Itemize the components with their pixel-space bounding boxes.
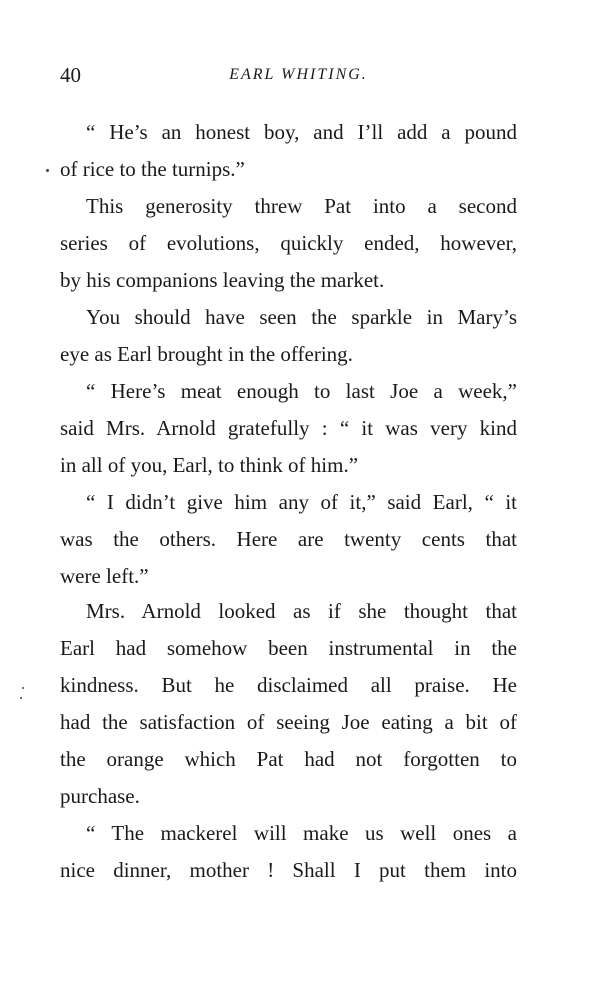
text-line: This generosity threw Pat into a second (86, 194, 517, 218)
text-line: series of evolutions, quickly ended, however, (60, 231, 517, 255)
text-line: was the others. Here are twenty cents that (60, 527, 517, 551)
text-line: “ The mackerel will make us well ones a (86, 821, 517, 845)
running-title: EARL WHITING. (229, 66, 368, 83)
text-line: of rice to the turnips.” (60, 157, 245, 181)
text-line: kindness. But he disclaimed all praise. He (60, 673, 517, 697)
text-line: nice dinner, mother ! Shall I put them into (60, 858, 517, 882)
text-line: eye as Earl brought in the offering. (60, 342, 353, 366)
text-line: purchase. (60, 784, 140, 808)
text-line: were left.” (60, 564, 149, 588)
text-line: the orange which Pat had not forgotten to (60, 747, 517, 771)
text-line: “ Here’s meat enough to last Joe a week,” (86, 379, 517, 403)
ink-speck (22, 687, 24, 689)
text-line: by his companions leaving the market. (60, 268, 385, 292)
text-line: You should have seen the sparkle in Mary’s (86, 305, 517, 329)
text-line: “ He’s an honest boy, and I’ll add a pound (86, 120, 517, 144)
text-line: had the satisfaction of seeing Joe eating a bit of (60, 710, 517, 734)
text-line: in all of you, Earl, to think of him.” (60, 453, 359, 477)
page-number: 40 (60, 63, 81, 87)
text-line: Earl had somehow been instrumental in the (60, 636, 517, 660)
ink-speck (20, 697, 22, 699)
text-line: said Mrs. Arnold gratefully : “ it was very kind (60, 416, 517, 440)
text-line: Mrs. Arnold looked as if she thought that (86, 599, 517, 623)
ink-speck (46, 169, 49, 172)
text-line: “ I didn’t give him any of it,” said Earl, “ it (86, 490, 517, 514)
